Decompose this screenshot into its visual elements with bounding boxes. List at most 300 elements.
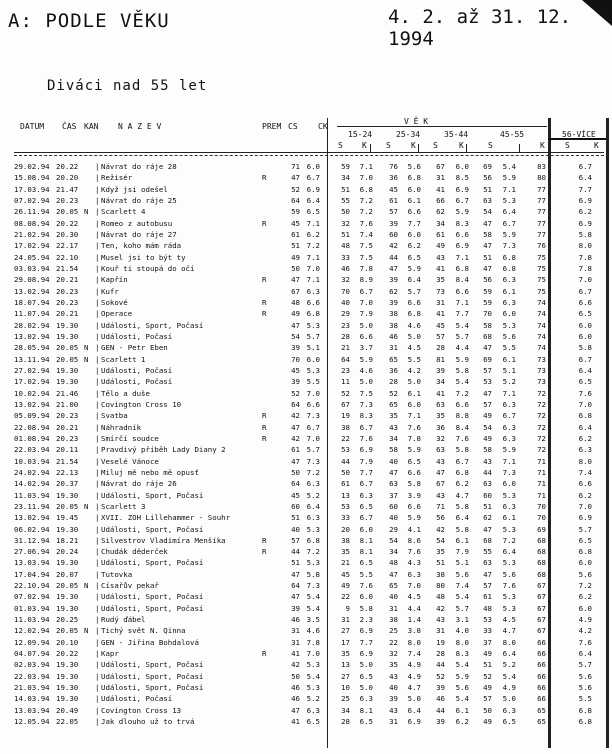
cell-nazev: Operace [101, 309, 133, 319]
cell-age-value: 7.1 [502, 456, 516, 466]
col-header-k-2: K [411, 141, 416, 150]
cell-cas: 19.30 [56, 331, 79, 341]
cell-age-value: 6.9 [578, 513, 592, 523]
cell-age-value: 44 [483, 467, 492, 477]
cell-age-value: 72 [537, 411, 546, 421]
cell-cs: 64 [291, 479, 300, 489]
cell-ck: 5.2 [306, 694, 320, 704]
cell-age-value: 5.2 [502, 377, 516, 387]
cell-ck: 5.7 [306, 331, 320, 341]
col-header-kan: KAN [84, 122, 99, 131]
cell-age-value: 44 [389, 252, 398, 262]
cell-separator: | [95, 479, 100, 489]
cell-age-value: 5.6 [455, 569, 469, 579]
cell-age-value: 5.7 [455, 603, 469, 613]
cell-age-value: 33 [341, 252, 350, 262]
cell-age-value: 47 [483, 218, 492, 228]
cell-cas: 19.30 [56, 524, 79, 534]
cell-age-value: 47 [483, 569, 492, 579]
cell-age-value: 62 [483, 513, 492, 523]
cell-age-value: 7.3 [502, 467, 516, 477]
cell-age-value: 5.9 [455, 207, 469, 217]
cell-datum: 28.02.94 [14, 320, 50, 330]
cell-cs: 46 [291, 683, 300, 693]
cell-age-value: 7.9 [455, 547, 469, 557]
cell-nazev: Když jsi odešel [101, 184, 168, 194]
cell-age-value: 4.1 [407, 524, 421, 534]
cell-age-value: 7.7 [359, 467, 373, 477]
table-row [0, 569, 612, 580]
cell-age-value: 40 [341, 297, 350, 307]
cell-separator: | [95, 649, 100, 659]
cell-age-value: 31 [389, 717, 398, 727]
cell-age-value: 45 [436, 320, 445, 330]
cell-age-value: 47 [483, 263, 492, 273]
cell-ck: 7.0 [306, 433, 320, 443]
cell-age-value: 6.6 [455, 399, 469, 409]
cell-separator: | [95, 626, 100, 636]
cell-age-value: 34 [341, 705, 350, 715]
cell-nazev: Scarlett 3 [101, 501, 146, 511]
cell-age-value: 31 [389, 603, 398, 613]
cell-separator: | [95, 535, 100, 545]
cell-age-value: 6.9 [455, 184, 469, 194]
cell-age-value: 62 [436, 207, 445, 217]
cell-age-value: 5.8 [359, 603, 373, 613]
cell-nazev: Císařův pekař [101, 581, 159, 591]
cell-age-value: 48 [436, 592, 445, 602]
cell-age-value: 8.4 [455, 275, 469, 285]
cell-age-value: 7.6 [455, 433, 469, 443]
highlight-top-rule [548, 138, 606, 140]
cell-ck: 6.9 [306, 184, 320, 194]
cell-ck: 7.2 [306, 547, 320, 557]
cell-age-value: 6.5 [407, 456, 421, 466]
cell-ck: 7.2 [306, 241, 320, 251]
cell-age-value: 39 [436, 683, 445, 693]
cell-age-value: 6.8 [578, 717, 592, 727]
cell-nazev: Události, Sport, Počasí [101, 524, 204, 534]
cell-datum: 12.02.94 [14, 626, 50, 636]
cell-separator: | [95, 683, 100, 693]
cell-age-value: 31 [341, 615, 350, 625]
cell-age-value: 8.1 [359, 547, 373, 557]
cell-age-value: 56 [483, 275, 492, 285]
cell-age-value: 8.6 [407, 535, 421, 545]
cell-age-value: 83 [537, 162, 546, 171]
cell-cs: 51 [291, 558, 300, 568]
cell-nazev: Tichý svět N. Qinna [101, 626, 186, 636]
cell-cs: 61 [291, 229, 300, 239]
cell-age-value: 75 [537, 286, 546, 296]
cell-age-value: 6.4 [578, 649, 592, 659]
cell-age-value: 34 [436, 218, 445, 228]
cell-age-value: 52 [389, 388, 398, 398]
cell-age-value: 6.6 [578, 297, 592, 307]
cell-age-value: 54 [436, 535, 445, 545]
cell-age-value: 34 [436, 377, 445, 387]
cell-age-value: 6.8 [578, 547, 592, 557]
cell-age-value: 5.3 [502, 592, 516, 602]
cell-cs: 52 [291, 184, 300, 194]
cell-ck: 5.3 [306, 558, 320, 568]
cell-cs: 50 [291, 467, 300, 477]
cell-age-value: 3.7 [359, 343, 373, 353]
cell-ck: 3.5 [306, 615, 320, 625]
cell-age-value: 6.7 [578, 354, 592, 364]
cell-age-value: 34 [389, 547, 398, 557]
cell-age-value: 6.3 [502, 297, 516, 307]
cell-age-value: 7.6 [407, 422, 421, 432]
cell-age-value: 67 [537, 603, 546, 613]
cell-cs: 46 [291, 615, 300, 625]
cell-separator: | [95, 671, 100, 681]
cell-cs: 45 [291, 365, 300, 375]
cell-age-value: 45 [389, 184, 398, 194]
cell-age-value: 71 [537, 479, 546, 489]
cell-age-value: 66 [537, 671, 546, 681]
cell-age-value: 20 [341, 524, 350, 534]
cell-age-value: 8.3 [359, 411, 373, 421]
cell-age-value: 42 [436, 524, 445, 534]
cell-cas: 20.21 [56, 422, 79, 432]
cell-age-value: 6.4 [502, 207, 516, 217]
cell-ck: 6.3 [306, 705, 320, 715]
cell-age-value: 66 [537, 637, 546, 647]
cell-age-value: 7.7 [407, 218, 421, 228]
cell-age-value: 7.2 [502, 535, 516, 545]
cell-age-value: 57 [483, 399, 492, 409]
cell-separator: | [95, 547, 100, 557]
cell-datum: 15.08.94 [14, 173, 50, 183]
cell-age-value: 72 [537, 433, 546, 443]
cell-age-value: 13 [341, 660, 350, 670]
table-row [0, 467, 612, 478]
page-subtitle: Diváci nad 55 let [47, 78, 208, 94]
cell-age-value: 4.3 [407, 558, 421, 568]
cell-age-value: 32 [436, 433, 445, 443]
cell-age-value: 63 [436, 445, 445, 455]
cell-age-value: 70 [537, 501, 546, 511]
cell-datum: 07.02.94 [14, 195, 50, 205]
table-row [0, 286, 612, 297]
cell-age-value: 54 [389, 535, 398, 545]
cell-cs: 64 [291, 195, 300, 205]
cell-age-value: 6.3 [502, 501, 516, 511]
cell-age-value: 74 [537, 331, 546, 341]
table-row [0, 218, 612, 229]
cell-age-value: 77 [537, 218, 546, 228]
cell-cas: 20.21 [56, 309, 79, 319]
table-row [0, 716, 612, 727]
cell-age-value: 6.8 [578, 705, 592, 715]
cell-datum: 12.09.94 [14, 637, 50, 647]
cell-age-value: 5.3 [502, 320, 516, 330]
col-header-k-1: K [362, 141, 367, 150]
cell-age-value: 6.5 [359, 501, 373, 511]
cell-age-value: 7.4 [359, 229, 373, 239]
cell-datum: 13.03.94 [14, 558, 50, 568]
cell-age-value: 35 [436, 275, 445, 285]
table-row [0, 172, 612, 183]
cell-prem: R [262, 173, 267, 183]
cell-age-value: 61 [341, 479, 350, 489]
cell-age-value: 6.0 [578, 558, 592, 568]
cell-age-value: 6.0 [578, 331, 592, 341]
cell-cs: 39 [291, 377, 300, 387]
cell-ck: 7.3 [306, 456, 320, 466]
cell-ck: 7.3 [306, 411, 320, 421]
cell-age-value: 52 [436, 671, 445, 681]
cell-age-value: 81 [436, 354, 445, 364]
cell-age-value: 5.8 [455, 365, 469, 375]
cell-cs: 42 [291, 433, 300, 443]
cell-age-value: 6.2 [407, 241, 421, 251]
cell-separator: | [95, 162, 100, 171]
cell-age-value: 7.4 [407, 649, 421, 659]
cell-separator: | [95, 275, 100, 285]
cell-age-value: 40 [389, 513, 398, 523]
cell-age-value: 7.0 [578, 275, 592, 285]
cell-age-value: 6.7 [578, 162, 592, 171]
cell-prem: R [262, 535, 267, 545]
cell-age-value: 43 [389, 671, 398, 681]
cell-separator: | [95, 286, 100, 296]
cell-age-value: 6.8 [455, 467, 469, 477]
table-row [0, 478, 612, 489]
cell-age-value: 6.4 [407, 275, 421, 285]
cell-age-value: 7.7 [578, 184, 592, 194]
cell-prem: R [262, 433, 267, 443]
table-row [0, 206, 612, 217]
cell-age-value: 44 [436, 660, 445, 670]
col-header-group-5: 56-VÍCE [562, 130, 596, 139]
cell-ck: 5.4 [306, 592, 320, 602]
cell-kan: N [84, 343, 89, 353]
cell-age-value: 48 [389, 558, 398, 568]
cell-age-value: 44 [341, 456, 350, 466]
cell-separator: | [95, 501, 100, 511]
date-range: 4. 2. až 31. 12. 1994 [388, 6, 572, 50]
cell-ck: 5.7 [306, 445, 320, 455]
cell-age-value: 58 [483, 445, 492, 455]
cell-age-value: 49 [483, 649, 492, 659]
cell-age-value: 7.5 [359, 388, 373, 398]
cell-age-value: 77 [537, 229, 546, 239]
cell-age-value: 51 [436, 558, 445, 568]
cell-age-value: 58 [389, 445, 398, 455]
cell-age-value: 7.1 [455, 252, 469, 262]
cell-nazev: Tělo a duše [101, 388, 150, 398]
cell-age-value: 6.7 [359, 479, 373, 489]
cell-ck: 6.5 [306, 717, 320, 727]
age-group-rule [337, 126, 547, 127]
cell-separator: | [95, 467, 100, 477]
cell-cs: 50 [291, 263, 300, 273]
cell-age-value: 4.7 [455, 490, 469, 500]
cell-age-value: 6.7 [502, 218, 516, 228]
cell-age-value: 47 [483, 241, 492, 251]
cell-age-value: 6.2 [455, 717, 469, 727]
cell-ck: 5.3 [306, 683, 320, 693]
cell-age-value: 75 [537, 275, 546, 285]
cell-cas: 19.30 [56, 365, 79, 375]
cell-ck: 5.4 [306, 671, 320, 681]
cell-age-value: 5.5 [407, 354, 421, 364]
cell-age-value: 6.0 [502, 309, 516, 319]
cell-age-value: 8.1 [359, 535, 373, 545]
cell-age-value: 6.5 [578, 309, 592, 319]
cell-ck: 6.4 [306, 501, 320, 511]
table-row [0, 263, 612, 274]
cell-age-value: 5.3 [502, 603, 516, 613]
cell-nazev: Události, Sport, Počasí [101, 558, 204, 568]
table-row [0, 365, 612, 376]
cell-age-value: 19 [436, 637, 445, 647]
cell-separator: | [95, 615, 100, 625]
cell-age-value: 7.8 [359, 263, 373, 273]
cell-age-value: 6.0 [407, 399, 421, 409]
table-row [0, 433, 612, 444]
cell-age-value: 7.6 [578, 388, 592, 398]
cell-age-value: 67 [537, 626, 546, 636]
cell-age-value: 50 [483, 705, 492, 715]
cell-cas: 20.07 [56, 569, 79, 579]
cell-age-value: 7.2 [359, 207, 373, 217]
cell-age-value: 35 [389, 411, 398, 421]
cell-cas: 20.11 [56, 445, 79, 455]
cell-age-value: 41 [436, 309, 445, 319]
cell-separator: | [95, 297, 100, 307]
cell-age-value: 5.1 [455, 558, 469, 568]
cell-age-value: 4.6 [407, 320, 421, 330]
cell-age-value: 6.8 [407, 173, 421, 183]
cell-age-value: 52 [483, 671, 492, 681]
cell-age-value: 6.8 [502, 252, 516, 262]
cell-age-value: 54 [483, 422, 492, 432]
cell-age-value: 5.5 [502, 343, 516, 353]
col-header-s-3: S [433, 141, 438, 150]
cell-nazev: Události, Sport, Počasí [101, 671, 204, 681]
cell-age-value: 74 [537, 309, 546, 319]
cell-age-value: 6.0 [502, 479, 516, 489]
cell-age-value: 66 [537, 683, 546, 693]
cell-age-value: 5.7 [455, 331, 469, 341]
cell-cas: 20.23 [56, 297, 79, 307]
cell-nazev: Pravdivý příběh Lady Diany 2 [101, 445, 226, 455]
cell-cs: 50 [291, 671, 300, 681]
cell-cs: 47 [291, 422, 300, 432]
cell-age-value: 65 [537, 717, 546, 727]
cell-age-value: 7.1 [455, 297, 469, 307]
cell-cas: 21.46 [56, 388, 79, 398]
cell-cs: 47 [291, 173, 300, 183]
cell-cas: 22.05 [56, 717, 79, 727]
cell-datum: 01.08.94 [14, 433, 50, 443]
cell-age-value: 6.1 [455, 535, 469, 545]
cell-age-value: 53 [483, 377, 492, 387]
cell-age-value: 68 [537, 547, 546, 557]
cell-age-value: 6.3 [502, 275, 516, 285]
cell-age-value: 6.9 [407, 717, 421, 727]
cell-age-value: 4.9 [407, 671, 421, 681]
cell-cas: 19.30 [56, 660, 79, 670]
cell-age-value: 48 [483, 603, 492, 613]
cell-age-value: 66 [537, 694, 546, 704]
cell-kan: N [84, 207, 89, 217]
cell-datum: 24.05.94 [14, 252, 50, 262]
cell-age-value: 64 [341, 354, 350, 364]
cell-prem: R [262, 547, 267, 557]
cell-age-value: 43 [389, 422, 398, 432]
cell-separator: | [95, 252, 100, 262]
cell-age-value: 6.3 [502, 433, 516, 443]
cell-age-value: 66 [537, 649, 546, 659]
cell-nazev: Scarlett 1 [101, 354, 146, 364]
cell-age-value: 80 [537, 173, 546, 183]
cell-age-value: 50 [341, 207, 350, 217]
cell-separator: | [95, 388, 100, 398]
table-row [0, 388, 612, 399]
cell-age-value: 6.2 [578, 207, 592, 217]
cell-ck: 6.7 [306, 173, 320, 183]
cell-age-value: 38 [436, 569, 445, 579]
col-header-k-3: K [459, 141, 464, 150]
col-header-datum: DATUM [20, 122, 45, 131]
cell-cas: 22.13 [56, 467, 79, 477]
cell-ck: 7.1 [306, 275, 320, 285]
cell-age-value: 25 [389, 626, 398, 636]
cell-age-value: 65 [389, 354, 398, 364]
cell-age-value: 4.2 [578, 626, 592, 636]
cell-separator: | [95, 524, 100, 534]
cell-age-value: 5.0 [407, 377, 421, 387]
cell-nazev: Kufr [101, 286, 119, 296]
cell-age-value: 47 [483, 343, 492, 353]
table-row [0, 693, 612, 704]
cell-nazev: Návrat do ráje 25 [101, 195, 177, 205]
cell-datum: 04.07.94 [14, 649, 50, 659]
cell-nazev: Smírčí soudce [101, 433, 159, 443]
cell-age-value: 5.8 [455, 501, 469, 511]
table-row [0, 229, 612, 240]
cell-age-value: 6.7 [455, 195, 469, 205]
cell-nazev: Covington Cross 10 [101, 399, 182, 409]
cell-datum: 06.02.94 [14, 524, 50, 534]
header-rule [14, 152, 604, 153]
cell-nazev: Chudák děderček [101, 547, 168, 557]
cell-age-value: 6.5 [359, 717, 373, 727]
cell-age-value: 56 [436, 513, 445, 523]
cell-age-value: 67 [436, 479, 445, 489]
cell-age-value: 31 [436, 297, 445, 307]
cell-age-value: 28 [341, 331, 350, 341]
cell-nazev: Události, Počasí [101, 694, 173, 704]
cell-datum: 05.09.94 [14, 411, 50, 421]
cell-separator: | [95, 365, 100, 375]
cell-age-value: 47 [389, 467, 398, 477]
cell-age-value: 49 [483, 411, 492, 421]
cell-age-value: 4.9 [578, 615, 592, 625]
cell-age-value: 38 [389, 309, 398, 319]
cell-cas: 20.21 [56, 275, 79, 285]
cell-age-value: 43 [483, 456, 492, 466]
cell-datum: 22.08.94 [14, 422, 50, 432]
cell-age-value: 6.9 [359, 649, 373, 659]
cell-age-value: 80 [436, 581, 445, 591]
cell-age-value: 5.4 [455, 660, 469, 670]
cell-age-value: 6.3 [502, 399, 516, 409]
